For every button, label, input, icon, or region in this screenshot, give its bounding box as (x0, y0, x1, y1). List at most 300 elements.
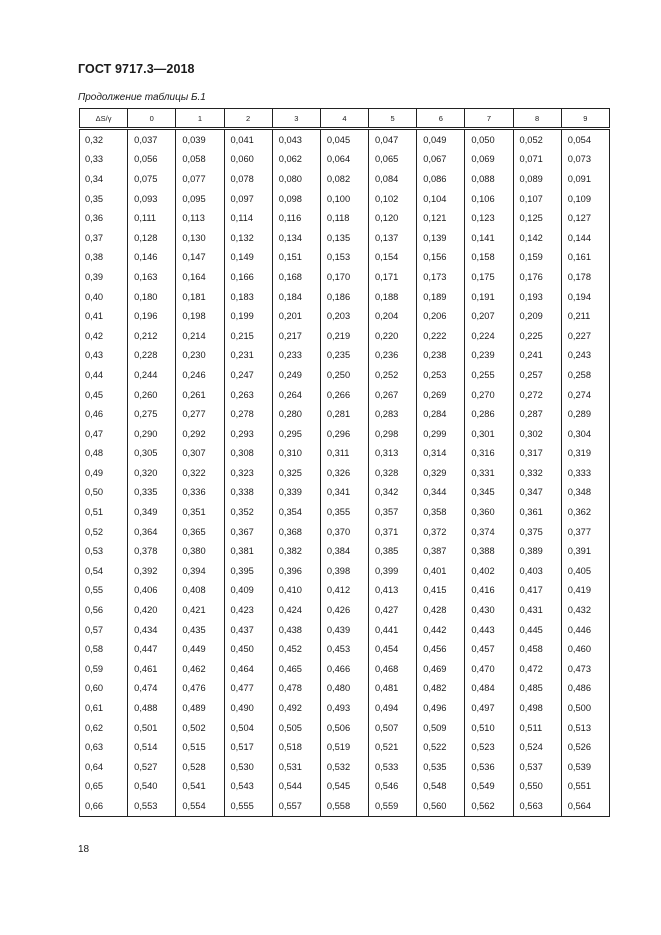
value-cell: 0,191 (465, 287, 513, 307)
value-cell: 0,380 (176, 541, 224, 561)
value-cell: 0,233 (272, 346, 320, 366)
value-cell: 0,091 (561, 169, 609, 189)
value-cell: 0,058 (176, 150, 224, 170)
value-cell: 0,041 (224, 129, 272, 150)
value-cell: 0,458 (513, 639, 561, 659)
table-row (80, 581, 610, 601)
value-cell: 0,186 (320, 287, 368, 307)
value-cell: 0,260 (128, 385, 176, 405)
table-row (80, 248, 610, 268)
value-cell: 0,352 (224, 502, 272, 522)
value-cell: 0,215 (224, 326, 272, 346)
value-cell: 0,243 (561, 346, 609, 366)
value-cell: 0,314 (417, 444, 465, 464)
table-body (80, 129, 610, 817)
value-cell: 0,486 (561, 679, 609, 699)
value-cell: 0,478 (272, 679, 320, 699)
value-cell: 0,553 (128, 796, 176, 816)
value-cell: 0,298 (369, 424, 417, 444)
table-header (80, 109, 610, 129)
row-label-cell: 0,33 (80, 150, 128, 170)
value-cell: 0,514 (128, 737, 176, 757)
table-row (80, 267, 610, 287)
value-cell: 0,293 (224, 424, 272, 444)
row-label-cell: 0,63 (80, 737, 128, 757)
value-cell: 0,222 (417, 326, 465, 346)
value-cell: 0,065 (369, 150, 417, 170)
value-cell: 0,284 (417, 404, 465, 424)
value-cell: 0,498 (513, 698, 561, 718)
value-cell: 0,371 (369, 522, 417, 542)
value-cell: 0,382 (272, 541, 320, 561)
value-cell: 0,043 (272, 129, 320, 150)
value-cell: 0,470 (465, 659, 513, 679)
table-row (80, 541, 610, 561)
row-label-cell: 0,32 (80, 129, 128, 150)
value-cell: 0,548 (417, 777, 465, 797)
table-row (80, 228, 610, 248)
value-cell: 0,465 (272, 659, 320, 679)
table-row (80, 444, 610, 464)
table-row (80, 150, 610, 170)
value-cell: 0,199 (224, 306, 272, 326)
value-cell: 0,511 (513, 718, 561, 738)
value-cell: 0,342 (369, 483, 417, 503)
table-row (80, 659, 610, 679)
value-cell: 0,209 (513, 306, 561, 326)
value-cell: 0,097 (224, 189, 272, 209)
column-header-4: 3 (272, 109, 320, 129)
value-cell: 0,492 (272, 698, 320, 718)
value-cell: 0,258 (561, 365, 609, 385)
value-cell: 0,524 (513, 737, 561, 757)
row-label-cell: 0,62 (80, 718, 128, 738)
value-cell: 0,557 (272, 796, 320, 816)
row-label-cell: 0,65 (80, 777, 128, 797)
value-cell: 0,299 (417, 424, 465, 444)
value-cell: 0,419 (561, 581, 609, 601)
value-cell: 0,224 (465, 326, 513, 346)
value-cell: 0,301 (465, 424, 513, 444)
value-cell: 0,249 (272, 365, 320, 385)
table-row (80, 777, 610, 797)
value-cell: 0,305 (128, 444, 176, 464)
value-cell: 0,528 (176, 757, 224, 777)
value-cell: 0,217 (272, 326, 320, 346)
value-cell: 0,430 (465, 600, 513, 620)
value-cell: 0,336 (176, 483, 224, 503)
value-cell: 0,304 (561, 424, 609, 444)
value-cell: 0,164 (176, 267, 224, 287)
value-cell: 0,161 (561, 248, 609, 268)
row-label-cell: 0,53 (80, 541, 128, 561)
value-cell: 0,424 (272, 600, 320, 620)
value-cell: 0,320 (128, 463, 176, 483)
table-row (80, 718, 610, 738)
value-cell: 0,086 (417, 169, 465, 189)
row-label-cell: 0,51 (80, 502, 128, 522)
value-cell: 0,454 (369, 639, 417, 659)
value-cell: 0,326 (320, 463, 368, 483)
row-label-cell: 0,42 (80, 326, 128, 346)
value-cell: 0,056 (128, 150, 176, 170)
value-cell: 0,261 (176, 385, 224, 405)
value-cell: 0,438 (272, 620, 320, 640)
value-cell: 0,536 (465, 757, 513, 777)
value-cell: 0,050 (465, 129, 513, 150)
table-row (80, 639, 610, 659)
table-row (80, 346, 610, 366)
value-cell: 0,408 (176, 581, 224, 601)
column-header-8: 7 (465, 109, 513, 129)
row-label-cell: 0,45 (80, 385, 128, 405)
value-cell: 0,332 (513, 463, 561, 483)
value-cell: 0,239 (465, 346, 513, 366)
value-cell: 0,461 (128, 659, 176, 679)
value-cell: 0,456 (417, 639, 465, 659)
value-cell: 0,287 (513, 404, 561, 424)
value-cell: 0,555 (224, 796, 272, 816)
value-cell: 0,453 (320, 639, 368, 659)
value-cell: 0,184 (272, 287, 320, 307)
value-cell: 0,188 (369, 287, 417, 307)
table-row (80, 208, 610, 228)
value-cell: 0,039 (176, 129, 224, 150)
value-cell: 0,357 (369, 502, 417, 522)
value-cell: 0,272 (513, 385, 561, 405)
row-label-cell: 0,46 (80, 404, 128, 424)
value-cell: 0,372 (417, 522, 465, 542)
value-cell: 0,307 (176, 444, 224, 464)
value-cell: 0,127 (561, 208, 609, 228)
value-cell: 0,060 (224, 150, 272, 170)
value-cell: 0,089 (513, 169, 561, 189)
value-cell: 0,180 (128, 287, 176, 307)
value-cell: 0,551 (561, 777, 609, 797)
value-cell: 0,207 (465, 306, 513, 326)
value-cell: 0,095 (176, 189, 224, 209)
value-cell: 0,270 (465, 385, 513, 405)
document-title: ГОСТ 9717.3—2018 (78, 62, 195, 76)
column-header-delta-s-gamma: ΔS/γ (80, 109, 128, 129)
column-header-9: 8 (513, 109, 561, 129)
value-cell: 0,098 (272, 189, 320, 209)
value-cell: 0,296 (320, 424, 368, 444)
value-cell: 0,193 (513, 287, 561, 307)
value-cell: 0,423 (224, 600, 272, 620)
value-cell: 0,409 (224, 581, 272, 601)
table-row (80, 169, 610, 189)
value-cell: 0,281 (320, 404, 368, 424)
row-label-cell: 0,47 (80, 424, 128, 444)
value-cell: 0,501 (128, 718, 176, 738)
value-cell: 0,158 (465, 248, 513, 268)
value-cell: 0,238 (417, 346, 465, 366)
value-cell: 0,181 (176, 287, 224, 307)
table-row (80, 306, 610, 326)
value-cell: 0,338 (224, 483, 272, 503)
value-cell: 0,354 (272, 502, 320, 522)
value-cell: 0,394 (176, 561, 224, 581)
value-cell: 0,497 (465, 698, 513, 718)
value-cell: 0,415 (417, 581, 465, 601)
row-label-cell: 0,52 (80, 522, 128, 542)
column-header-10: 9 (561, 109, 609, 129)
table-caption: Продолжение таблицы Б.1 (78, 92, 206, 103)
value-cell: 0,485 (513, 679, 561, 699)
value-cell: 0,322 (176, 463, 224, 483)
value-cell: 0,558 (320, 796, 368, 816)
value-cell: 0,266 (320, 385, 368, 405)
value-cell: 0,316 (465, 444, 513, 464)
row-label-cell: 0,35 (80, 189, 128, 209)
value-cell: 0,403 (513, 561, 561, 581)
value-cell: 0,194 (561, 287, 609, 307)
value-cell: 0,201 (272, 306, 320, 326)
value-cell: 0,378 (128, 541, 176, 561)
value-cell: 0,368 (272, 522, 320, 542)
column-header-5: 4 (320, 109, 368, 129)
value-cell: 0,319 (561, 444, 609, 464)
value-cell: 0,546 (369, 777, 417, 797)
value-cell: 0,437 (224, 620, 272, 640)
value-cell: 0,189 (417, 287, 465, 307)
value-cell: 0,163 (128, 267, 176, 287)
value-cell: 0,289 (561, 404, 609, 424)
value-cell: 0,280 (272, 404, 320, 424)
value-cell: 0,156 (417, 248, 465, 268)
value-cell: 0,564 (561, 796, 609, 816)
value-cell: 0,502 (176, 718, 224, 738)
value-cell: 0,113 (176, 208, 224, 228)
value-cell: 0,496 (417, 698, 465, 718)
value-cell: 0,513 (561, 718, 609, 738)
row-label-cell: 0,48 (80, 444, 128, 464)
value-cell: 0,365 (176, 522, 224, 542)
value-cell: 0,389 (513, 541, 561, 561)
value-cell: 0,149 (224, 248, 272, 268)
value-cell: 0,523 (465, 737, 513, 757)
value-cell: 0,264 (272, 385, 320, 405)
value-cell: 0,062 (272, 150, 320, 170)
value-cell: 0,449 (176, 639, 224, 659)
value-cell: 0,147 (176, 248, 224, 268)
value-cell: 0,100 (320, 189, 368, 209)
value-cell: 0,267 (369, 385, 417, 405)
value-cell: 0,246 (176, 365, 224, 385)
value-cell: 0,472 (513, 659, 561, 679)
table-row (80, 796, 610, 816)
value-cell: 0,518 (272, 737, 320, 757)
value-cell: 0,125 (513, 208, 561, 228)
value-cell: 0,137 (369, 228, 417, 248)
value-cell: 0,166 (224, 267, 272, 287)
value-cell: 0,562 (465, 796, 513, 816)
value-cell: 0,445 (513, 620, 561, 640)
row-label-cell: 0,43 (80, 346, 128, 366)
column-header-2: 1 (176, 109, 224, 129)
value-cell: 0,361 (513, 502, 561, 522)
value-cell: 0,067 (417, 150, 465, 170)
value-cell: 0,104 (417, 189, 465, 209)
row-label-cell: 0,40 (80, 287, 128, 307)
value-cell: 0,396 (272, 561, 320, 581)
value-cell: 0,173 (417, 267, 465, 287)
table-row (80, 404, 610, 424)
value-cell: 0,283 (369, 404, 417, 424)
value-cell: 0,481 (369, 679, 417, 699)
value-cell: 0,107 (513, 189, 561, 209)
value-cell: 0,377 (561, 522, 609, 542)
value-cell: 0,052 (513, 129, 561, 150)
value-cell: 0,432 (561, 600, 609, 620)
value-cell: 0,469 (417, 659, 465, 679)
value-cell: 0,428 (417, 600, 465, 620)
value-cell: 0,228 (128, 346, 176, 366)
value-cell: 0,227 (561, 326, 609, 346)
value-cell: 0,417 (513, 581, 561, 601)
value-cell: 0,214 (176, 326, 224, 346)
value-cell: 0,071 (513, 150, 561, 170)
value-cell: 0,480 (320, 679, 368, 699)
value-cell: 0,473 (561, 659, 609, 679)
value-cell: 0,168 (272, 267, 320, 287)
value-cell: 0,362 (561, 502, 609, 522)
value-cell: 0,540 (128, 777, 176, 797)
value-cell: 0,544 (272, 777, 320, 797)
table-row (80, 600, 610, 620)
value-cell: 0,388 (465, 541, 513, 561)
row-label-cell: 0,37 (80, 228, 128, 248)
value-cell: 0,121 (417, 208, 465, 228)
value-cell: 0,176 (513, 267, 561, 287)
value-cell: 0,441 (369, 620, 417, 640)
value-cell: 0,175 (465, 267, 513, 287)
table-row (80, 385, 610, 405)
value-cell: 0,313 (369, 444, 417, 464)
value-cell: 0,278 (224, 404, 272, 424)
value-cell: 0,263 (224, 385, 272, 405)
value-cell: 0,198 (176, 306, 224, 326)
value-cell: 0,212 (128, 326, 176, 346)
value-cell: 0,521 (369, 737, 417, 757)
value-cell: 0,533 (369, 757, 417, 777)
value-cell: 0,235 (320, 346, 368, 366)
value-cell: 0,427 (369, 600, 417, 620)
value-cell: 0,391 (561, 541, 609, 561)
value-cell: 0,339 (272, 483, 320, 503)
value-cell: 0,333 (561, 463, 609, 483)
value-cell: 0,347 (513, 483, 561, 503)
value-cell: 0,345 (465, 483, 513, 503)
value-cell: 0,335 (128, 483, 176, 503)
value-cell: 0,141 (465, 228, 513, 248)
data-table (79, 108, 610, 817)
value-cell: 0,543 (224, 777, 272, 797)
value-cell: 0,252 (369, 365, 417, 385)
value-cell: 0,420 (128, 600, 176, 620)
value-cell: 0,526 (561, 737, 609, 757)
value-cell: 0,477 (224, 679, 272, 699)
value-cell: 0,135 (320, 228, 368, 248)
value-cell: 0,292 (176, 424, 224, 444)
value-cell: 0,549 (465, 777, 513, 797)
value-cell: 0,277 (176, 404, 224, 424)
value-cell: 0,054 (561, 129, 609, 150)
value-cell: 0,550 (513, 777, 561, 797)
value-cell: 0,519 (320, 737, 368, 757)
value-cell: 0,344 (417, 483, 465, 503)
value-cell: 0,355 (320, 502, 368, 522)
value-cell: 0,484 (465, 679, 513, 699)
table-row (80, 424, 610, 444)
value-cell: 0,123 (465, 208, 513, 228)
value-cell: 0,500 (561, 698, 609, 718)
row-label-cell: 0,64 (80, 757, 128, 777)
value-cell: 0,360 (465, 502, 513, 522)
row-label-cell: 0,50 (80, 483, 128, 503)
value-cell: 0,537 (513, 757, 561, 777)
value-cell: 0,077 (176, 169, 224, 189)
value-cell: 0,247 (224, 365, 272, 385)
value-cell: 0,302 (513, 424, 561, 444)
table-row (80, 463, 610, 483)
value-cell: 0,130 (176, 228, 224, 248)
value-cell: 0,476 (176, 679, 224, 699)
value-cell: 0,351 (176, 502, 224, 522)
table-row (80, 502, 610, 522)
value-cell: 0,102 (369, 189, 417, 209)
value-cell: 0,084 (369, 169, 417, 189)
value-cell: 0,139 (417, 228, 465, 248)
column-header-1: 0 (128, 109, 176, 129)
value-cell: 0,405 (561, 561, 609, 581)
value-cell: 0,080 (272, 169, 320, 189)
value-cell: 0,253 (417, 365, 465, 385)
value-cell: 0,439 (320, 620, 368, 640)
value-cell: 0,323 (224, 463, 272, 483)
value-cell: 0,349 (128, 502, 176, 522)
value-cell: 0,406 (128, 581, 176, 601)
value-cell: 0,286 (465, 404, 513, 424)
value-cell: 0,111 (128, 208, 176, 228)
row-label-cell: 0,57 (80, 620, 128, 640)
value-cell: 0,132 (224, 228, 272, 248)
value-cell: 0,255 (465, 365, 513, 385)
value-cell: 0,563 (513, 796, 561, 816)
value-cell: 0,311 (320, 444, 368, 464)
value-cell: 0,144 (561, 228, 609, 248)
value-cell: 0,535 (417, 757, 465, 777)
value-cell: 0,474 (128, 679, 176, 699)
value-cell: 0,532 (320, 757, 368, 777)
value-cell: 0,078 (224, 169, 272, 189)
value-cell: 0,348 (561, 483, 609, 503)
table-row (80, 620, 610, 640)
table-row (80, 522, 610, 542)
value-cell: 0,069 (465, 150, 513, 170)
value-cell: 0,450 (224, 639, 272, 659)
table-row (80, 561, 610, 581)
value-cell: 0,178 (561, 267, 609, 287)
value-cell: 0,410 (272, 581, 320, 601)
row-label-cell: 0,41 (80, 306, 128, 326)
value-cell: 0,220 (369, 326, 417, 346)
value-cell: 0,128 (128, 228, 176, 248)
value-cell: 0,230 (176, 346, 224, 366)
value-cell: 0,413 (369, 581, 417, 601)
table-row (80, 129, 610, 150)
